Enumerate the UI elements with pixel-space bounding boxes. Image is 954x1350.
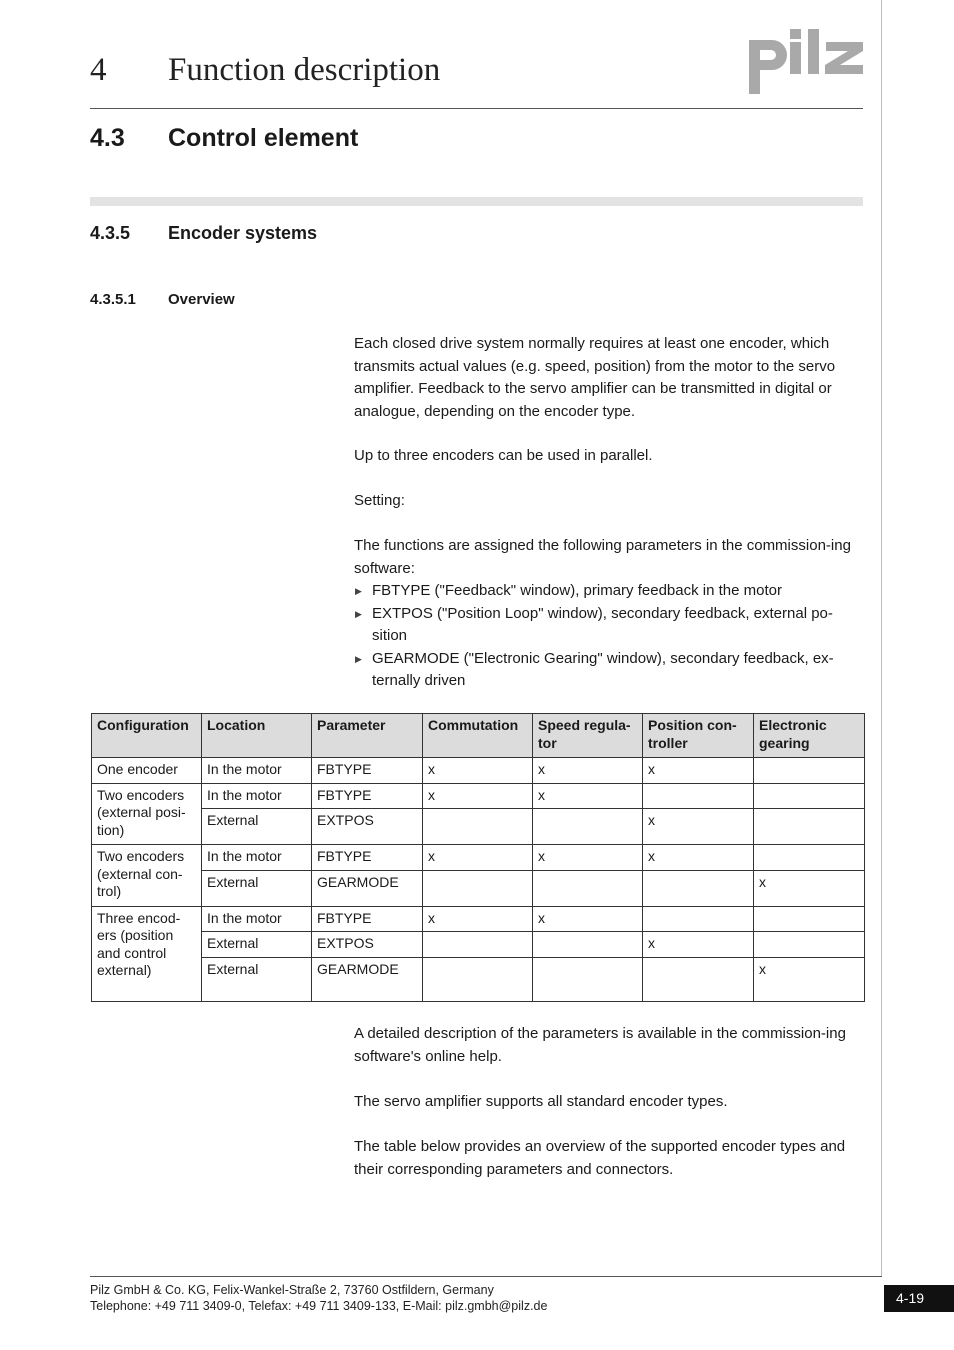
table-cell: x — [533, 906, 643, 932]
table-cell: External — [202, 809, 312, 845]
config-cell: Three encod-ers (position and control external) — [92, 906, 202, 1001]
table-row — [92, 809, 865, 845]
table-cell — [643, 957, 754, 1001]
right-margin-rule — [881, 0, 882, 1276]
table-row — [92, 845, 865, 871]
after-table-text-1: A detailed description of the parameters is available in the commission-ing software's online help. — [354, 1025, 846, 1065]
config-cell: One encoder — [92, 758, 202, 784]
intro-text-2: Up to three encoders can be used in parallel. — [354, 447, 653, 464]
table-cell — [754, 758, 865, 784]
subsubsection-title: Overview — [168, 291, 235, 308]
table-cell: GEARMODE — [312, 957, 423, 1001]
table-cell: x — [643, 845, 754, 871]
subsection-title: Encoder systems — [168, 223, 318, 243]
table-cell — [423, 932, 533, 958]
section-title: Control element — [168, 124, 359, 152]
table-cell — [754, 932, 865, 958]
table-cell — [533, 870, 643, 906]
parameter-bullet-list — [354, 580, 864, 693]
table-cell — [754, 809, 865, 845]
table-cell: x — [643, 809, 754, 845]
table-cell: In the motor — [202, 783, 312, 809]
pilz-logo — [746, 26, 866, 96]
table-row — [92, 906, 865, 932]
table-cell: x — [533, 783, 643, 809]
subsection-number: 4.3.5 — [90, 223, 131, 243]
table-cell — [754, 783, 865, 809]
bullet-text: EXTPOS ("Position Loop" window), secondary feedback, external po-sition — [372, 604, 833, 644]
table-cell: External — [202, 932, 312, 958]
table-cell — [754, 845, 865, 871]
intro-paragraph-1 — [354, 333, 864, 423]
encoder-configuration-table — [91, 713, 865, 1002]
intro-text-1: Each closed drive system normally requires at least one encoder, which transmits actual values (e.g. speed, position) from the motor to the servo amplifier. Feedback to the servo amplifier can be transmitted in digital or analogue, depending on the encoder type. — [354, 335, 836, 420]
table-cell: FBTYPE — [312, 906, 423, 932]
after-table-text-2: The servo amplifier supports all standard encoder types. — [354, 1093, 728, 1110]
footer-rule — [90, 1276, 882, 1277]
chapter-title: Function description — [168, 52, 441, 88]
table-row — [92, 932, 865, 958]
table-header-row — [92, 714, 865, 758]
triangle-bullet-icon: ▶ — [355, 653, 362, 664]
page-number-badge: 4-19 — [884, 1285, 954, 1312]
table-cell — [643, 870, 754, 906]
table-cell — [643, 783, 754, 809]
table-cell — [423, 809, 533, 845]
bullet-item — [354, 580, 864, 603]
table-cell: EXTPOS — [312, 809, 423, 845]
section-number: 4.3 — [90, 124, 125, 152]
footer-address: Pilz GmbH & Co. KG, Felix-Wankel-Straße 2, 73760 Ostfildern, Germany — [90, 1283, 494, 1297]
table-cell — [643, 906, 754, 932]
table-cell: x — [643, 758, 754, 784]
table-cell — [533, 809, 643, 845]
table-cell: GEARMODE — [312, 870, 423, 906]
after-table-paragraph-1 — [354, 1023, 864, 1068]
config-cell: Two encoders (external posi-tion) — [92, 783, 202, 845]
bullet-item — [354, 648, 864, 693]
table-cell: x — [423, 783, 533, 809]
table-cell: x — [423, 758, 533, 784]
triangle-bullet-icon: ▶ — [355, 608, 362, 619]
table-cell: In the motor — [202, 758, 312, 784]
table-row — [92, 783, 865, 809]
table-row — [92, 758, 865, 784]
header-cell: Parameter — [312, 714, 423, 758]
bullet-item — [354, 603, 864, 648]
chapter-number: 4 — [90, 52, 107, 88]
header-cell: Position con-troller — [643, 714, 754, 758]
table-row — [92, 957, 865, 1001]
subsubsection-number: 4.3.5.1 — [90, 291, 136, 308]
table-cell: x — [423, 845, 533, 871]
setting-label: Setting: — [354, 492, 405, 509]
table-cell — [754, 906, 865, 932]
intro-paragraph-4 — [354, 535, 864, 693]
table-cell: EXTPOS — [312, 932, 423, 958]
table-cell: x — [533, 758, 643, 784]
table-cell: x — [643, 932, 754, 958]
after-table-text-3: The table below provides an overview of the supported encoder types and their corresponding parameters and connectors. — [354, 1138, 846, 1178]
intro-paragraph-2 — [354, 445, 864, 468]
table-cell: External — [202, 870, 312, 906]
footer-contact: Telephone: +49 711 3409-0, Telefax: +49 711 3409-133, E-Mail: pilz.gmbh@pilz.de — [90, 1299, 548, 1313]
table-cell: FBTYPE — [312, 845, 423, 871]
intro-paragraph-3 — [354, 490, 864, 513]
bullet-text: GEARMODE ("Electronic Gearing" window), secondary feedback, ex-ternally driven — [372, 649, 834, 689]
header-cell: Commutation — [423, 714, 533, 758]
table-cell: FBTYPE — [312, 783, 423, 809]
table-cell: x — [754, 870, 865, 906]
table-row — [92, 870, 865, 906]
table-cell — [423, 870, 533, 906]
intro-text-4: The functions are assigned the following parameters in the commission-ing software: — [354, 537, 851, 577]
triangle-bullet-icon: ▶ — [355, 586, 362, 596]
table-cell: x — [754, 957, 865, 1001]
header-cell: Electronic gearing — [754, 714, 865, 758]
table-cell — [423, 957, 533, 1001]
header-cell: Configuration — [92, 714, 202, 758]
table-cell: In the motor — [202, 845, 312, 871]
table-cell: External — [202, 957, 312, 1001]
after-table-paragraph-3 — [354, 1136, 864, 1181]
header-cell: Speed regula-tor — [533, 714, 643, 758]
table-cell — [533, 932, 643, 958]
header-rule — [90, 108, 863, 109]
table-cell: x — [533, 845, 643, 871]
table-cell — [533, 957, 643, 1001]
table-cell: FBTYPE — [312, 758, 423, 784]
header-cell: Location — [202, 714, 312, 758]
table-cell: x — [423, 906, 533, 932]
config-cell: Two encoders (external con-trol) — [92, 845, 202, 907]
after-table-paragraph-2 — [354, 1091, 864, 1114]
section-divider-band — [90, 197, 863, 206]
table-cell: In the motor — [202, 906, 312, 932]
bullet-text: FBTYPE ("Feedback" window), primary feedback in the motor — [372, 582, 782, 599]
